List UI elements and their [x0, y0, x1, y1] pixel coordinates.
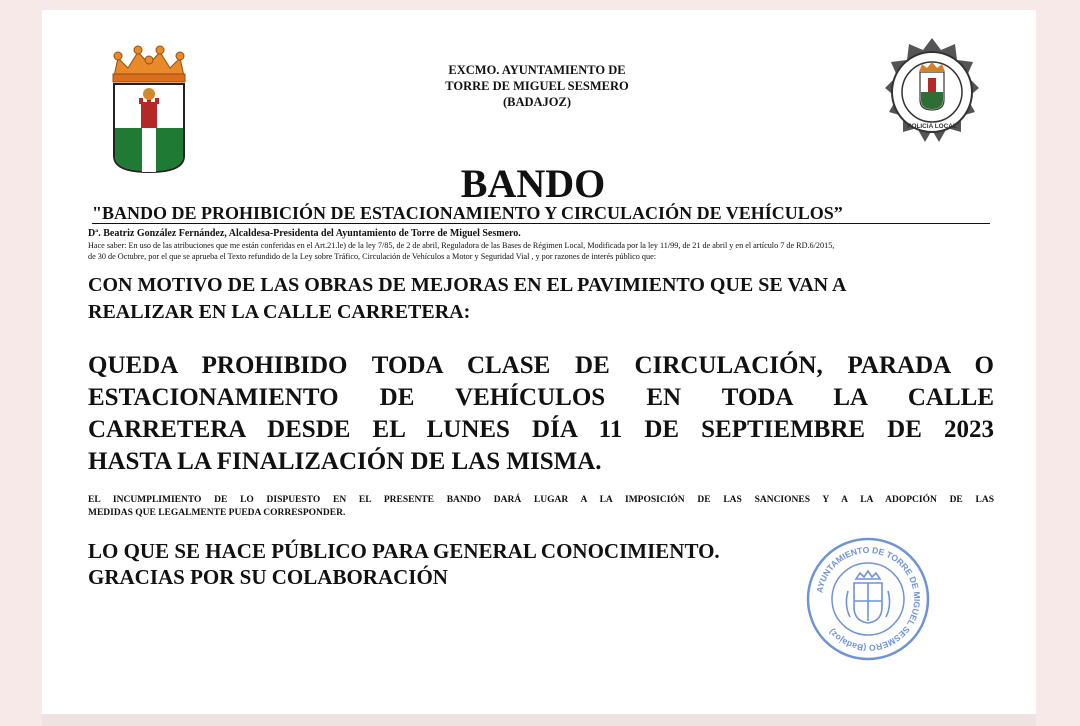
motive-line-1: CON MOTIVO DE LAS OBRAS DE MEJORAS EN EL PAVIMIENTO QUE SE VAN A [88, 274, 847, 296]
prohibition-line-4: HASTA LA FINALIZACIÓN DE LAS MISMA. [88, 448, 602, 475]
policia-local-badge-icon [877, 30, 987, 178]
motive-line-2: REALIZAR EN LA CALLE CARRETERA: [88, 301, 471, 323]
closing-statement [88, 538, 848, 590]
page-title: BANDO [460, 161, 606, 206]
page-edge-shadow [42, 714, 1036, 726]
ayuntamiento-seal-stamp-icon [804, 535, 932, 663]
mayor-line: Dª. Beatriz González Fernández, Alcaldesa-Presidenta del Ayuntamiento de Torre de Miguel Sesmero. [88, 228, 521, 239]
municipality-header [402, 62, 672, 110]
preamble-line-2: de 30 de Octubre, por el que se aprueba el Texto refundido de la Ley sobre Tráfico, Circulación de Vehículos a Motor y Seguridad Vial , y por razones de interés público que: [88, 252, 657, 261]
sanctions-warning [88, 494, 994, 520]
badge-text: POLICIA LOCAL [907, 123, 957, 130]
closing-line-2: GRACIAS POR SU COLABORACIÓN [88, 565, 448, 589]
seal-text: AYUNTAMIENTO DE TORRE DE MIGUEL SESMERO (Badajoz) [814, 544, 923, 654]
header-line-1: EXCMO. AYUNTAMIENTO DE [448, 63, 626, 77]
prohibition-paragraph [88, 350, 994, 478]
preamble-line-1: Hace saber: En uso de las atribuciones que me están conferidas en el Art.21.le) de la ley 7/85, de 2 de abril, Reguladora de las Bases de Régimen Local, Modificada por la ley 11/99, de 21 de abril y en el artículo 7 de RD.6/2015, [88, 241, 835, 250]
bando-subtitle: "BANDO DE PROHIBICIÓN DE ESTACIONAMIENTO Y CIRCULACIÓN DE VEHÍCULOS” [92, 203, 843, 223]
header-line-2: TORRE DE MIGUEL SESMERO [445, 79, 629, 93]
subtitle-underline [92, 223, 990, 224]
prohibition-line-2: ESTACIONAMIENTO DE VEHÍCULOS EN TODA LA CALLE [88, 384, 994, 411]
warning-line-2: MEDIDAS QUE LEGALMENTE PUEDA CORRESPONDER. [88, 508, 346, 518]
header-line-3: (BADAJOZ) [502, 95, 572, 109]
preamble [88, 240, 1028, 262]
motive-paragraph [88, 272, 998, 326]
bando-document [42, 10, 1036, 714]
prohibition-line-3: CARRETERA DESDE EL LUNES DÍA 11 DE SEPTIEMBRE DE 2023 [88, 416, 994, 443]
warning-line-1: EL INCUMPLIMIENTO DE LO DISPUESTO EN EL PRESENTE BANDO DARÁ LUGAR A LA IMPOSICIÓN DE LAS SANCIONES Y A LA ADOPCIÓN DE LAS [88, 495, 994, 505]
closing-line-1: LO QUE SE HACE PÚBLICO PARA GENERAL CONOCIMIENTO. [88, 539, 720, 563]
municipal-coat-of-arms-icon [108, 44, 190, 176]
prohibition-line-1: QUEDA PROHIBIDO TODA CLASE DE CIRCULACIÓN, PARADA O [88, 352, 994, 379]
